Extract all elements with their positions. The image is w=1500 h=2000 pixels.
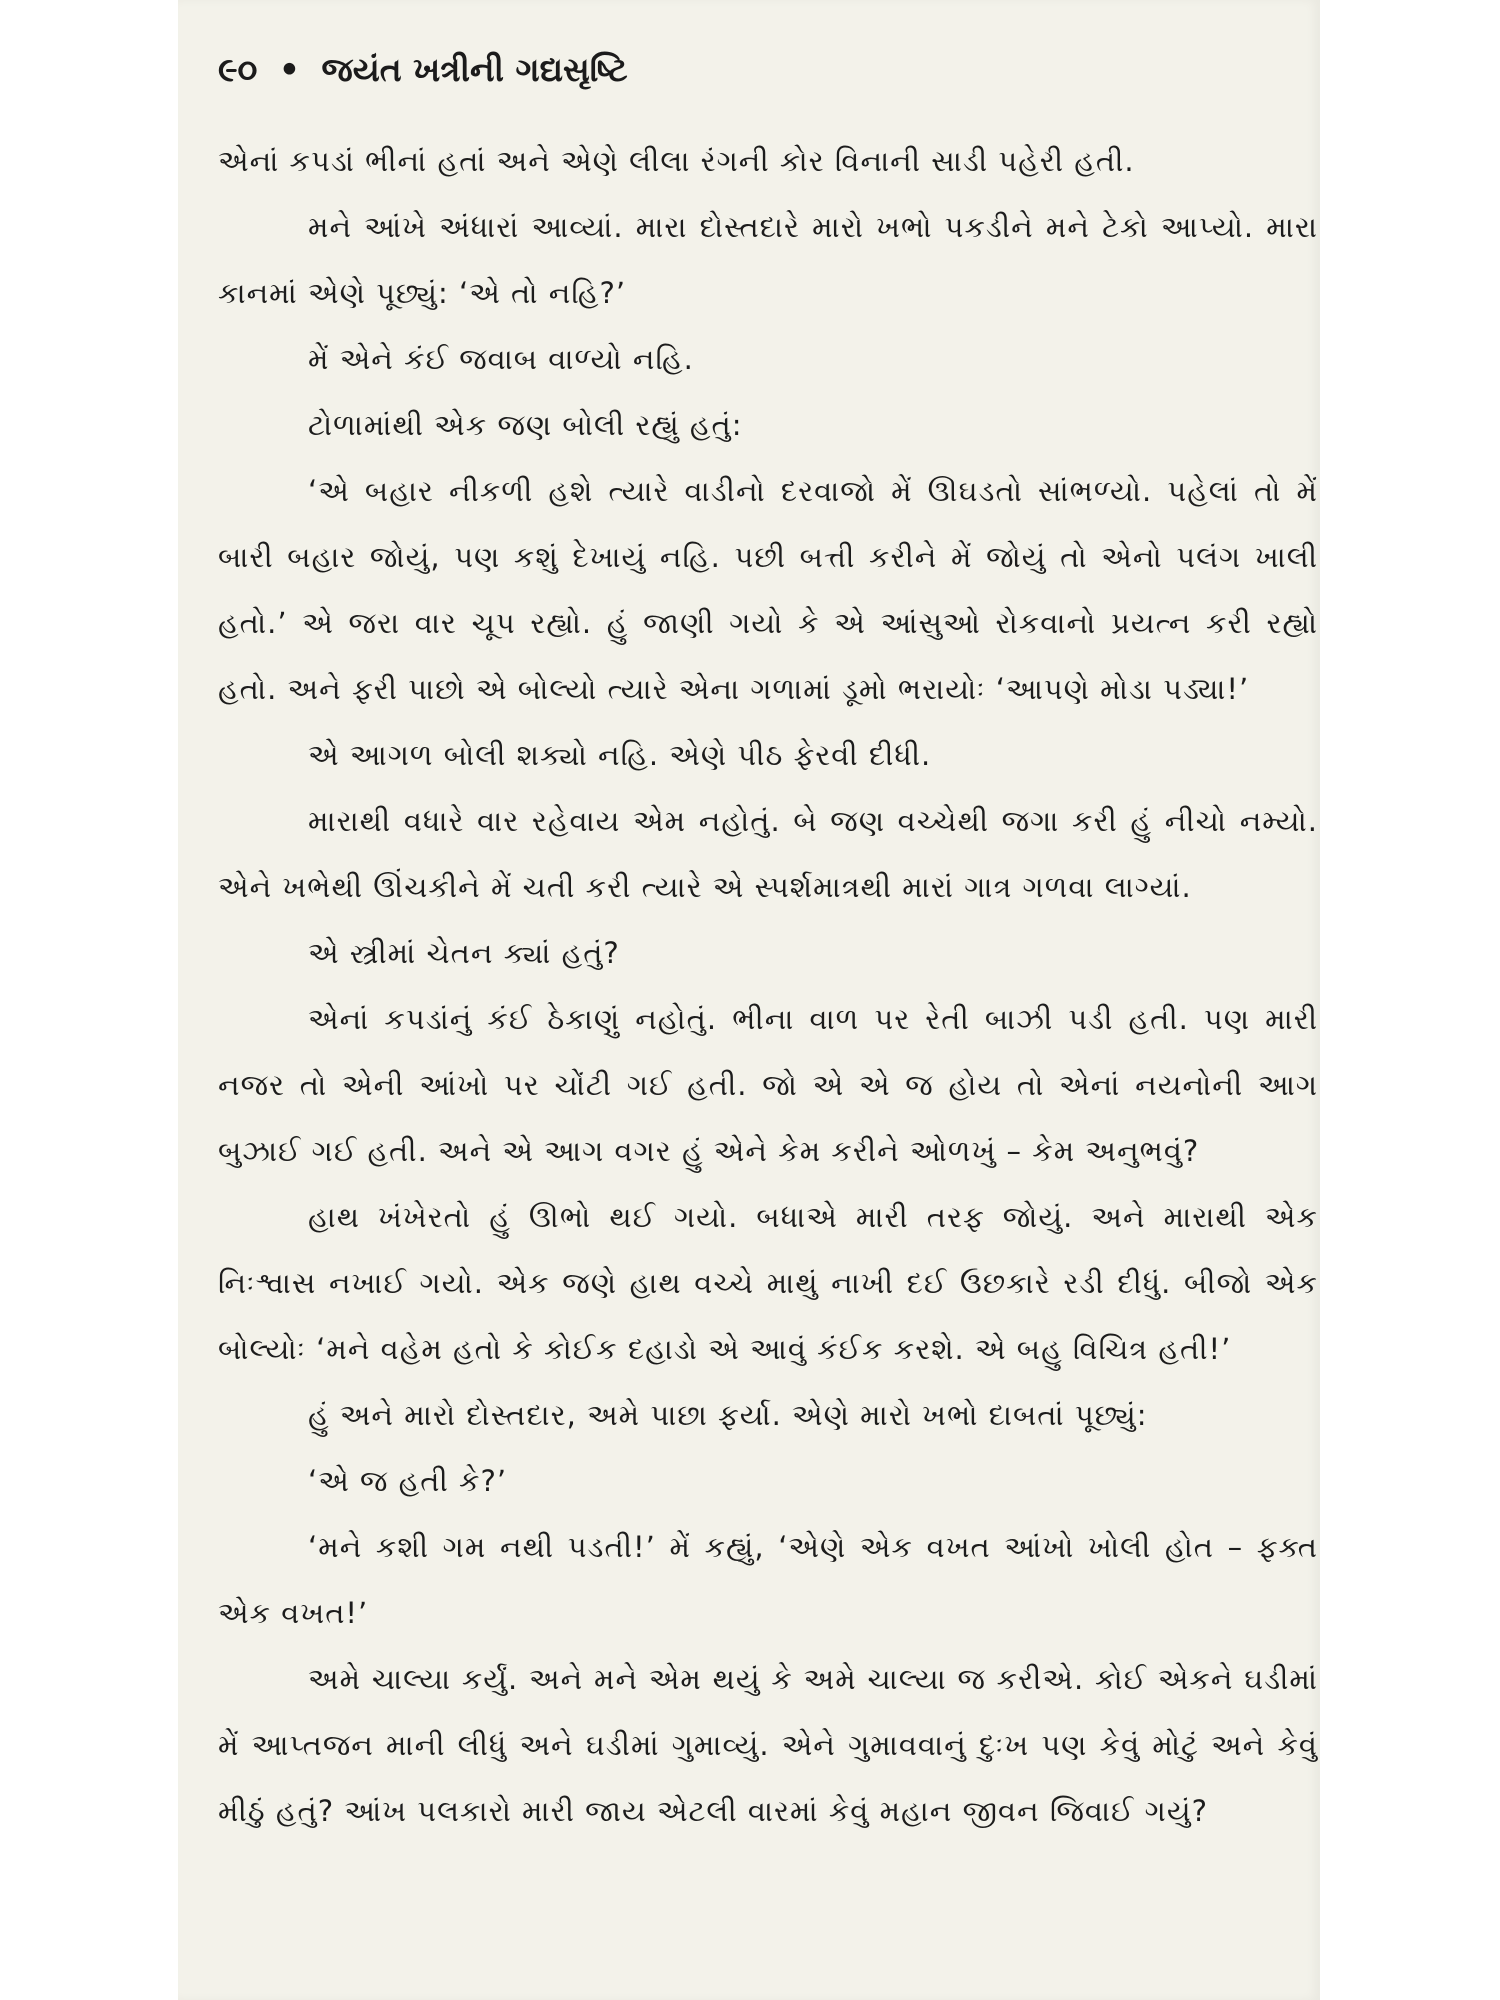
paragraph: ટોળામાંથી એક જણ બોલી રહ્યું હતું: bbox=[308, 408, 743, 442]
paragraph: હું અને મારો દોસ્તદાર, અમે પાછા ફર્યા. એણે મારો ખભો દાબતાં પૂછ્યું: bbox=[308, 1398, 1148, 1432]
paragraph: એનાં કપડાં ભીનાં હતાં અને એણે લીલા રંગની કોર વિનાની સાડી પહેરી હતી. bbox=[218, 144, 1135, 178]
paragraph: મેં એને કંઈ જવાબ વાળ્યો નહિ. bbox=[308, 342, 694, 376]
paragraph: હાથ ખંખેરતો હું ઊભો થઈ ગયો. બધાએ મારી તરફ જોયું. અને મારાથી એક નિઃશ્વાસ નખાઈ ગયો. એક જણે હાથ વચ્ચે માથું નાખી દઈ ઉછકારે રડી દીધું. બીજો એક બોલ્યોઃ ‘મને વહેમ હતો કે કોઈક દહાડો એ આવું કંઈક કરશે. એ બહુ વિચિત્ર હતી!’ bbox=[218, 1200, 1318, 1366]
paragraph: અમે ચાલ્યા કર્યું. અને મને એમ થયું કે અમે ચાલ્યા જ કરીએ. કોઈ એકને ઘડીમાં મેં આપ્તજન માની લીધું અને ઘડીમાં ગુમાવ્યું. એને ગુમાવવાનું દુઃખ પણ કેવું મોટું અને કેવું મીઠું હતું? આંખ પલકારો મારી જાય એટલી વારમાં કેવું મહાન જીવન જિવાઈ ગયું? bbox=[218, 1662, 1318, 1828]
paragraph: મને આંખે અંધારાં આવ્યાં. મારા દોસ્તદારે મારો ખભો પકડીને મને ટેકો આપ્યો. મારા કાનમાં એણે પૂછ્યું: ‘એ તો નહિ?’ bbox=[218, 210, 1318, 310]
paragraph: એ સ્ત્રીમાં ચેતન ક્યાં હતું? bbox=[308, 936, 620, 970]
paragraph: ‘મને કશી ગમ નથી પડતી!’ મેં કહ્યું, ‘એણે એક વખત આંખો ખોલી હોત – ફક્ત એક વખત!’ bbox=[218, 1530, 1318, 1630]
paragraph: ‘એ બહાર નીકળી હશે ત્યારે વાડીનો દરવાજો મેં ઊઘડતો સાંભળ્યો. પહેલાં તો મેં બારી બહાર જોયું, પણ કશું દેખાયું નહિ. પછી બત્તી કરીને મેં જોયું તો એનો પલંગ ખાલી હતો.’ એ જરા વાર ચૂપ રહ્યો. હું જાણી ગયો કે એ આંસુઓ રોકવાનો પ્રયત્ન કરી રહ્યો હતો. અને ફરી પાછો એ બોલ્યો ત્યારે એના ગળામાં ડૂમો ભરાયોઃ ‘આપણે મોડા પડ્યા!’ bbox=[218, 474, 1318, 706]
paragraph: ‘એ જ હતી કે?’ bbox=[308, 1464, 508, 1498]
page-margin bbox=[1320, 0, 1500, 2000]
page-number: ૯૦ bbox=[218, 50, 258, 89]
header-separator: • bbox=[278, 50, 300, 89]
paragraph: એ આગળ બોલી શક્યો નહિ. એણે પીઠ ફેરવી દીધી. bbox=[308, 738, 932, 772]
page-body bbox=[218, 128, 1318, 1844]
paragraph: મારાથી વધારે વાર રહેવાય એમ નહોતું. બે જણ વચ્ચેથી જગા કરી હું નીચો નમ્યો. એને ખભેથી ઊંચકીને મેં ચતી કરી ત્યારે એ સ્પર્શમાત્રથી મારાં ગાત્ર ગળવા લાગ્યાં. bbox=[218, 804, 1318, 904]
paragraph: એનાં કપડાંનું કંઈ ઠેકાણું નહોતું. ભીના વાળ પર રેતી બાઝી પડી હતી. પણ મારી નજર તો એની આંખો પર ચોંટી ગઈ હતી. જો એ એ જ હોય તો એનાં નયનોની આગ બુઝાઈ ગઈ હતી. અને એ આગ વગર હું એને કેમ કરીને ઓળખું – કેમ અનુભવું? bbox=[218, 1002, 1318, 1168]
book-title: જયંત ખત્રીની ગદ્યસૃષ્ટિ bbox=[321, 50, 628, 89]
running-header bbox=[218, 50, 628, 90]
